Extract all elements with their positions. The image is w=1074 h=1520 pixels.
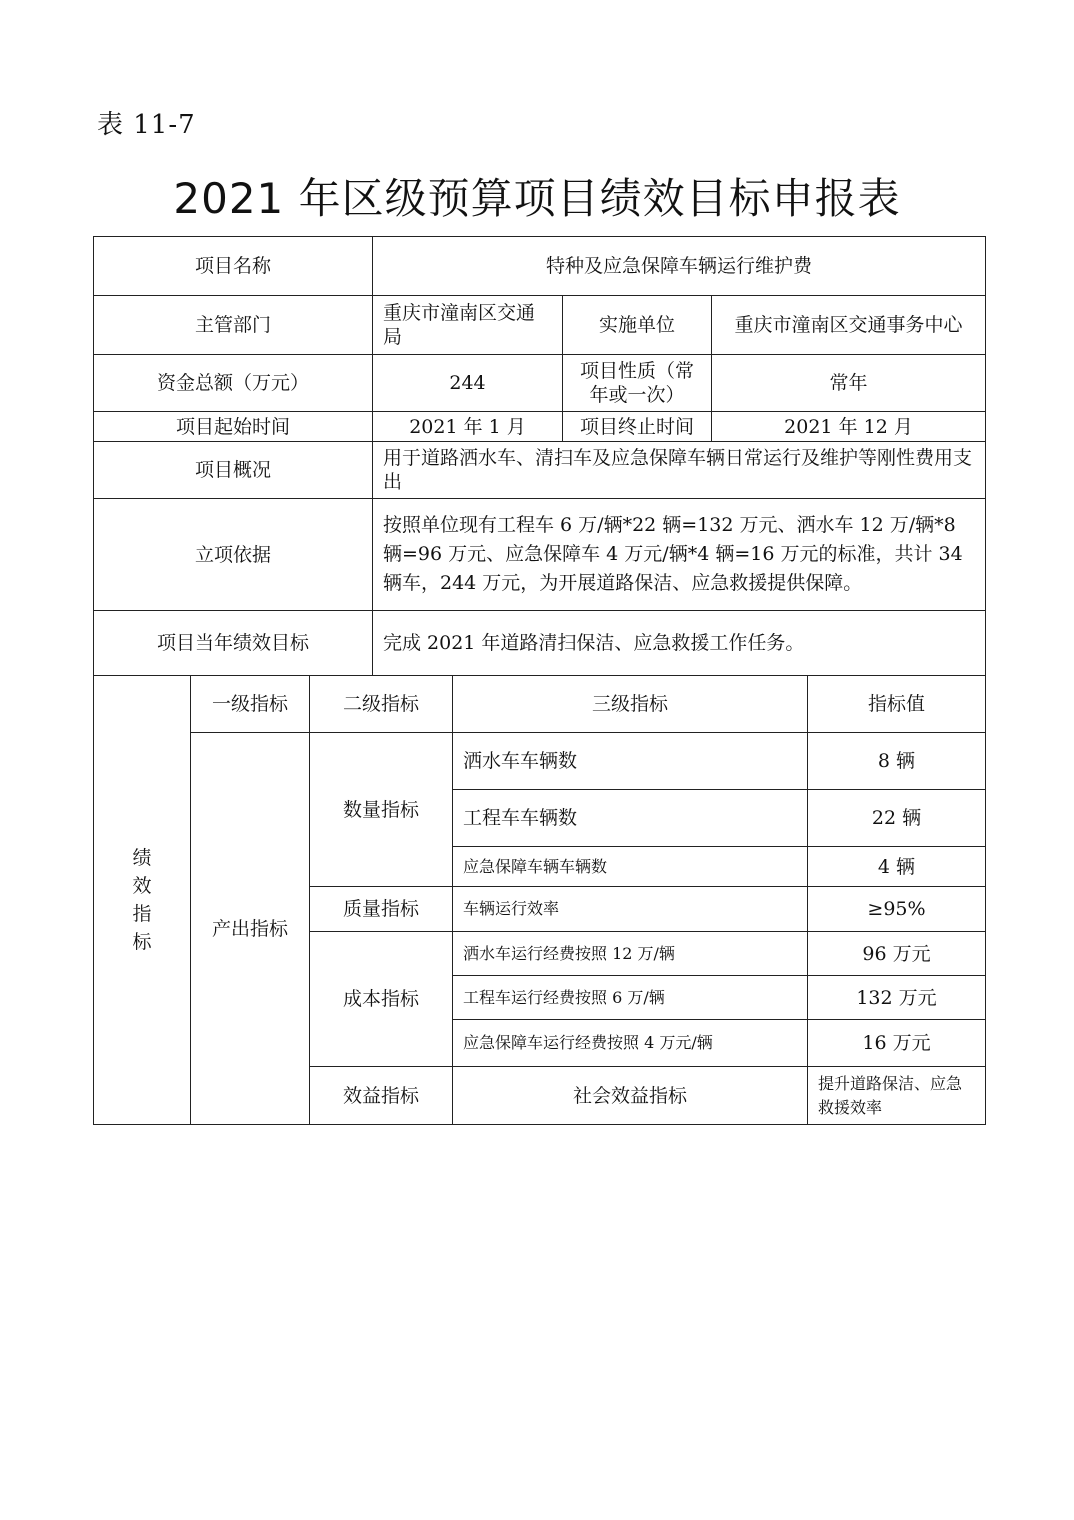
side-char: 效 bbox=[132, 875, 152, 897]
output-indicator-label: 产出指标 bbox=[191, 733, 310, 1125]
indicator-name: 工程车车辆数 bbox=[453, 790, 808, 847]
indicator-value: 16 万元 bbox=[808, 1020, 986, 1067]
nature-label: 项目性质（常年或一次） bbox=[563, 355, 712, 412]
fund-label: 资金总额（万元） bbox=[94, 355, 373, 412]
document-title: 2021 年区级预算项目绩效目标申报表 bbox=[173, 174, 901, 223]
header-level3: 三级指标 bbox=[453, 676, 808, 733]
basis-label: 立项依据 bbox=[94, 499, 373, 611]
goal-label: 项目当年绩效目标 bbox=[94, 611, 373, 676]
overview-value: 用于道路洒水车、清扫车及应急保障车辆日常运行及维护等刚性费用支出 bbox=[373, 442, 986, 499]
indicator-value: 4 辆 bbox=[808, 847, 986, 887]
indicator-value: 132 万元 bbox=[808, 976, 986, 1020]
indicator-value: 22 辆 bbox=[808, 790, 986, 847]
side-char: 标 bbox=[132, 931, 152, 953]
basis-value: 按照单位现有工程车 6 万/辆*22 辆=132 万元、洒水车 12 万/辆*8 辆=96 万元、应急保障车 4 万元/辆*4 辆=16 万元的标准，共计 34 辆车，244 万元，为开展道路保洁、应急救援提供保障。 bbox=[373, 499, 986, 611]
indicator-name: 提升道路保洁、应急救援效率 bbox=[808, 1067, 986, 1125]
indicator-name: 洒水车车辆数 bbox=[453, 733, 808, 790]
dept-value: 重庆市潼南区交通局 bbox=[373, 296, 563, 355]
indicator-name: 车辆运行效率 bbox=[453, 887, 808, 932]
performance-indicator-table bbox=[93, 675, 986, 1125]
benefit-indicator-label: 效益指标 bbox=[310, 1067, 453, 1125]
fund-value: 244 bbox=[373, 355, 563, 412]
quality-indicator-label: 质量指标 bbox=[310, 887, 453, 932]
indicator-value: 8 辆 bbox=[808, 733, 986, 790]
side-char: 绩 bbox=[132, 847, 152, 869]
end-value: 2021 年 12 月 bbox=[712, 412, 986, 442]
start-label: 项目起始时间 bbox=[94, 412, 373, 442]
header-value: 指标值 bbox=[808, 676, 986, 733]
indicator-value: ≥95% bbox=[808, 887, 986, 932]
project-name-label: 项目名称 bbox=[94, 237, 373, 296]
project-name-value: 特种及应急保障车辆运行维护费 bbox=[373, 237, 986, 296]
project-info-table bbox=[93, 236, 986, 676]
cost-indicator-label: 成本指标 bbox=[310, 932, 453, 1067]
impl-label: 实施单位 bbox=[563, 296, 712, 355]
side-char: 指 bbox=[132, 903, 152, 925]
indicator-name: 洒水车运行经费按照 12 万/辆 bbox=[453, 932, 808, 976]
indicator-name: 应急保障车辆车辆数 bbox=[453, 847, 808, 887]
header-level2: 二级指标 bbox=[310, 676, 453, 733]
indicator-value: 96 万元 bbox=[808, 932, 986, 976]
indicator-name: 应急保障车运行经费按照 4 万元/辆 bbox=[453, 1020, 808, 1067]
dept-label: 主管部门 bbox=[94, 296, 373, 355]
impl-value: 重庆市潼南区交通事务中心 bbox=[712, 296, 986, 355]
quantity-indicator-label: 数量指标 bbox=[310, 733, 453, 887]
performance-side-label bbox=[94, 676, 191, 1125]
end-label: 项目终止时间 bbox=[563, 412, 712, 442]
social-benefit-label: 社会效益指标 bbox=[453, 1067, 808, 1125]
table-number: 表 11-7 bbox=[97, 110, 196, 140]
indicator-name: 工程车运行经费按照 6 万/辆 bbox=[453, 976, 808, 1020]
goal-value: 完成 2021 年道路清扫保洁、应急救援工作任务。 bbox=[373, 611, 986, 676]
overview-label: 项目概况 bbox=[94, 442, 373, 499]
start-value: 2021 年 1 月 bbox=[373, 412, 563, 442]
nature-value: 常年 bbox=[712, 355, 986, 412]
header-level1: 一级指标 bbox=[191, 676, 310, 733]
